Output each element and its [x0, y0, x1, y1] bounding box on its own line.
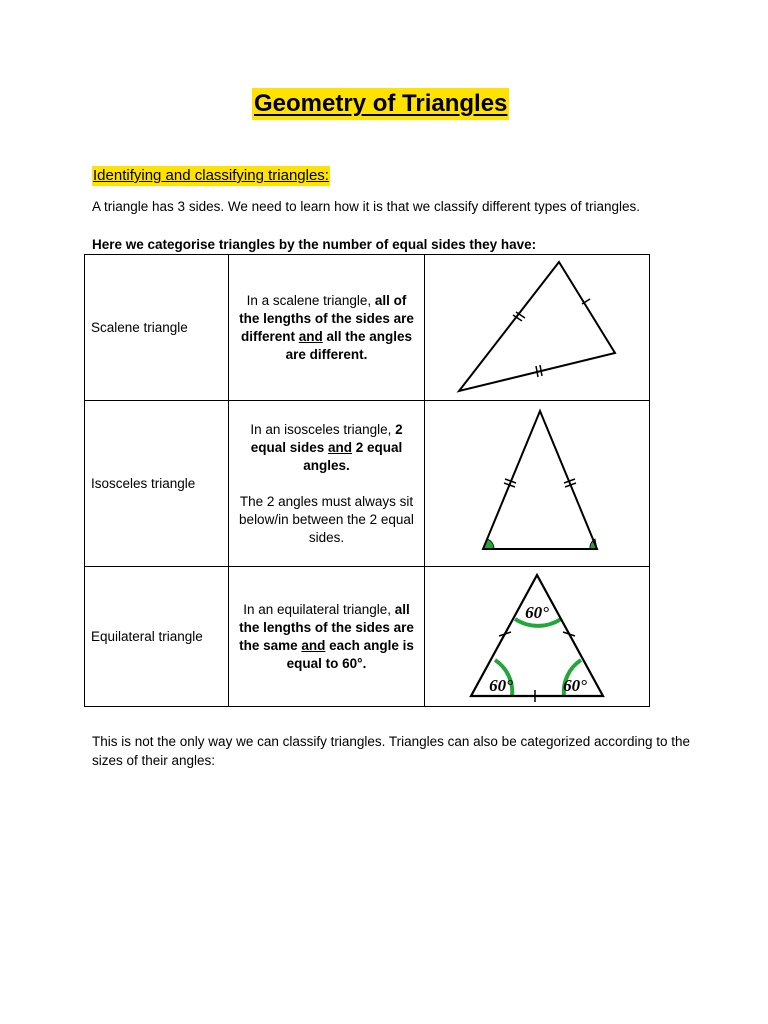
- equilateral-figure-cell: [425, 567, 650, 707]
- desc-text: In a scalene triangle,: [246, 292, 375, 308]
- isosceles-figure-cell: [425, 401, 650, 567]
- angle-label-top: 60°: [525, 603, 549, 622]
- desc-underlined-text: and: [298, 328, 323, 344]
- isosceles-triangle-figure: [425, 401, 649, 566]
- table-row: [85, 567, 650, 707]
- row-name-isosceles: Isosceles triangle: [85, 401, 229, 567]
- triangle-classification-table: [84, 254, 650, 707]
- table-row: [85, 401, 650, 567]
- table-row: [85, 255, 650, 401]
- intro-paragraph: A triangle has 3 sides. We need to learn how it is that we classify different types of triangles.: [92, 199, 641, 214]
- scalene-triangle-figure: [425, 255, 649, 400]
- desc-bold-text: all the angles are different.: [285, 328, 413, 362]
- section-heading: Identifying and classifying triangles:: [93, 167, 329, 184]
- desc-text: In an equilateral triangle,: [243, 601, 395, 617]
- desc-text: The 2 angles must always sit below/in between the 2 equal sides.: [239, 493, 414, 545]
- desc-bold-text: 2 equal sides: [250, 421, 403, 455]
- page-title: Geometry of Triangles: [252, 88, 509, 120]
- desc-bold-text: all the lengths of the sides are the same: [239, 601, 414, 653]
- desc-text: In an isosceles triangle,: [250, 421, 396, 437]
- scalene-figure-cell: [425, 255, 650, 401]
- row-name-scalene: Scalene triangle: [85, 255, 229, 401]
- row-desc-isosceles: [229, 401, 425, 567]
- desc-bold-text: each angle is equal to 60°.: [286, 637, 414, 671]
- desc-bold-text: 2 equal angles.: [303, 439, 403, 473]
- equilateral-triangle-figure: [425, 567, 649, 706]
- angle-label-left: 60°: [489, 676, 513, 695]
- desc-underlined-text: and: [328, 439, 353, 455]
- outro-paragraph: This is not the only way we can classify triangles. Triangles can also be categorized according to the sizes of their angles:: [92, 734, 691, 768]
- row-desc-equilateral: [229, 567, 425, 707]
- desc-underlined-text: and: [301, 637, 326, 653]
- row-name-equilateral: Equilateral triangle: [85, 567, 229, 707]
- angle-label-right: 60°: [563, 676, 587, 695]
- desc-bold-text: all of the lengths of the sides are different: [239, 292, 414, 344]
- table-caption: Here we categorise triangles by the number of equal sides they have:: [92, 237, 537, 252]
- row-desc-scalene: [229, 255, 425, 401]
